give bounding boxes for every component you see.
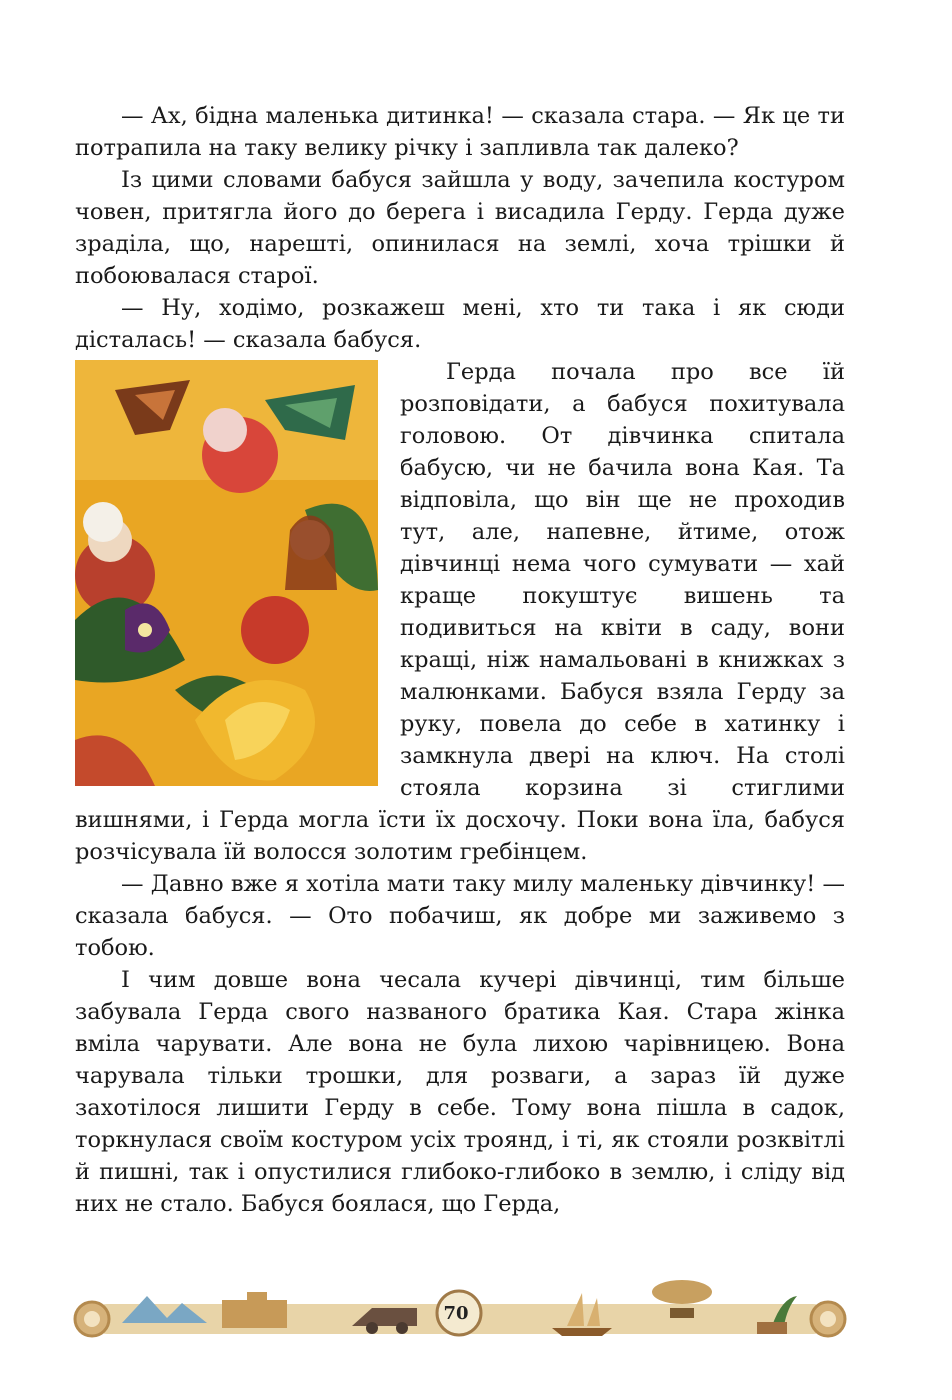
page-number: 70 — [443, 1302, 469, 1324]
paragraph-2: Із цими словами бабуся зайшла у воду, зачепила костуром човен, притягла його до берега і висадила Герду. Герда дуже зраділа, що, нарешті, опинилася на землі, хоча трішки й побоювалася старої. — [75, 167, 845, 289]
paragraph-1: — Ах, бідна маленька дитинка! — сказала стара. — Як це ти потрапила на таку велику річку і запливла так далеко? — [75, 103, 845, 161]
paragraph-4: Герда почала про все їй розповідати, а бабуся похитувала головою. От дівчинка спитала бабусю, чи не бачила вона Кая. Та відповіла, що він ще не проходив тут, але, напевне, йтиме, отож дівчинці нема чого сумувати — хай краще покуштує вишень та подивиться на квіти в саду, вони кращі, ніж намальовані в книжках з малюнками. Бабуся взяла Герду за руку, повела до себе в хатинку і замкнула двері на ключ. На столі стояла корзина зі стиглими вишнями, і Герда могла їсти їх досхочу. Поки вона їла, бабуся розчісувала їй волосся золотим гребінцем. — [75, 359, 845, 865]
paragraph-6: І чим довше вона чесала кучері дівчинці, тим більше забувала Герда свого названого братика Кая. Стара жінка вміла чарувати. Але вона не була лихою чарівницею. Вона чарувала тільки трошки, для розваги, а зараз їй дуже захотілося лишити Герду в себе. Тому вона пішла в садок, торкнулася своїм костуром усіх троянд, і ті, як стояли розквітлі й пишні, так і опустилися глибоко-глибоко в землю, і сліду від них не стало. Бабуся боялася, що Герда, — [75, 967, 845, 1217]
flower-garden-illustration — [75, 360, 378, 786]
paragraph-5: — Давно вже я хотіла мати таку милу маленьку дівчинку! — сказала бабуся. — Ото побачиш, як добре ми заживемо з тобою. — [75, 871, 845, 961]
paragraph-3: — Ну, ходімо, розкажеш мені, хто ти така і як сюди дісталась! — сказала бабуся. — [75, 295, 845, 353]
story-text — [75, 100, 845, 1220]
